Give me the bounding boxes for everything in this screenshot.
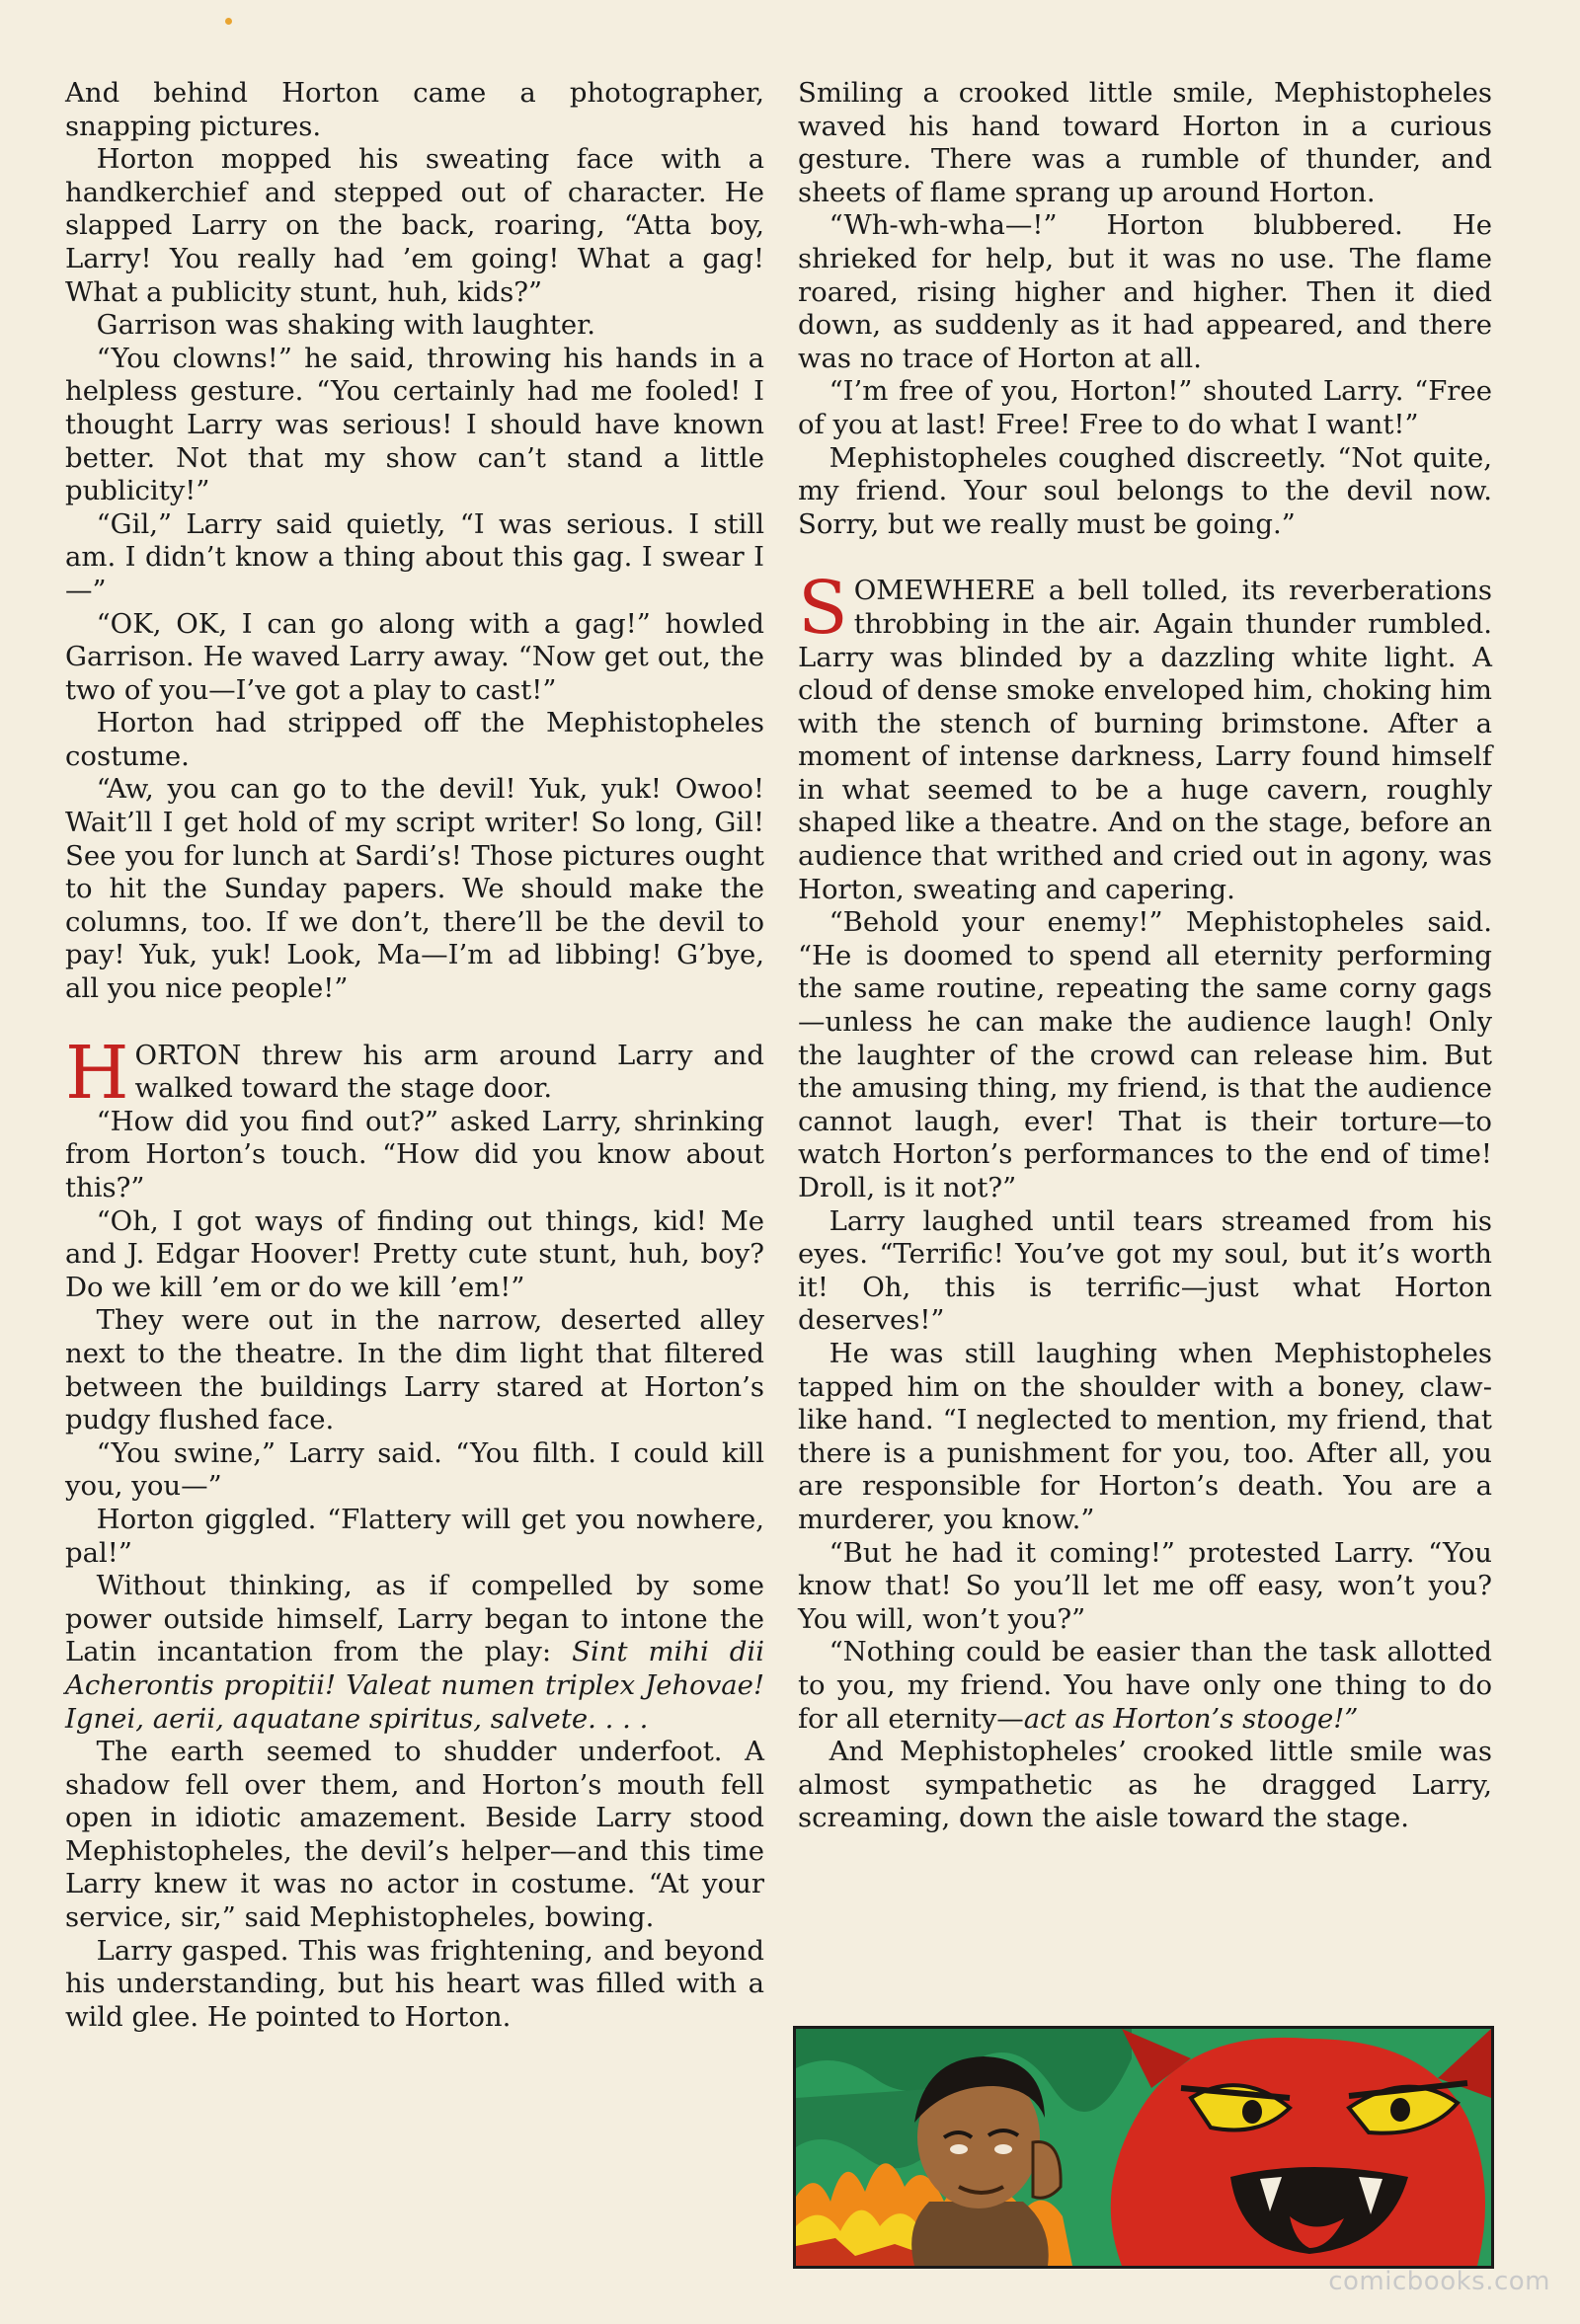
devil-illustration (796, 2029, 1491, 2266)
larry-body (911, 2202, 1049, 2266)
paragraph (798, 1636, 1492, 1736)
larry-eye (950, 2144, 968, 2154)
paragraph: And Mephistopheles’ crooked little smile was almost sympathetic as he dragged Larry, screaming, down the aisle toward the stage. (798, 1736, 1492, 1834)
section-paragraph (65, 1030, 764, 1116)
paragraph: “Oh, I got ways of finding out things, kid! Me and J. Edgar Hoover! Pretty cute stunt, huh, boy? Do we kill ’em or do we kill ’em!” (65, 1204, 764, 1303)
paragraph-text: “Nothing could be easier than the task allotted to you, my friend. You have only one thing to do for all eternity— (798, 1636, 1492, 1735)
paragraph: And behind Horton came a photographer, snapping pictures. (65, 77, 764, 142)
watermark: comicbooks.com (1328, 2267, 1550, 2296)
paragraph: “Behold your enemy!” Mephistopheles said. “He is doomed to spend all eternity performing the same routine, repeating the same corny gags—unless he can make the audience laugh! Only the laughter of the crowd can release him. But the amusing thing, my friend, is that the audience cannot laugh, ever! That is their torture—to watch Horton’s performances to the end of time! Droll, is it not?” (798, 906, 1492, 1203)
paragraph: Horton mopped his sweating face with a handkerchief and stepped out of character. He slapped Larry on the back, roaring, “Atta boy, Larry! You really had ’em going! What a gag! What a publicity stunt, huh, kids?” (65, 143, 764, 308)
paragraph: He was still laughing when Mephistopheles tapped him on the shoulder with a boney, claw-like hand. “I neglected to mention, my friend, that there is a punishment for you, too. After all, you are responsible for Horton’s death. You are a murderer, you know.” (798, 1337, 1492, 1535)
paragraph: “Gil,” Larry said quietly, “I was serious. I still am. I didn’t know a thing about this gag. I swear I—” (65, 507, 764, 606)
section-paragraph (798, 566, 1492, 906)
paragraph: Mephistopheles coughed discreetly. “Not quite, my friend. Your soul belongs to the devil now. Sorry, but we really must be going.” (798, 441, 1492, 540)
devil-pupil (1390, 2098, 1410, 2122)
paragraph: “You swine,” Larry said. “You filth. I could kill you, you—” (65, 1436, 764, 1503)
left-column (65, 77, 764, 2034)
latin-incantation: Sint mihi dii Acherontis propitii! Valeat numen triplex Jehovae! Ignei, aerii, aquatane spiritus, salvete. . . . (65, 1636, 764, 1735)
paragraph-text: OMEWHERE a bell tolled, its reverberations throbbing in the air. Again thunder rumbled. Larry was blinded by a dazzling white light. A cloud of dense smoke enveloped him, choking him with the stench of burning brimstone. After a moment of intense darkness, Larry found himself in what seemed to be a huge cavern, roughly shaped like a theatre. And on the stage, before an audience that writhed and cried out in agony, was Horton, sweating and capering. (798, 575, 1492, 905)
paragraph: The earth seemed to shudder underfoot. A shadow fell over them, and Horton’s mouth fell open in idiotic amazement. Beside Larry stood Mephistopheles, the devil’s helper—and this time Larry knew it was no actor in costume. “At your service, sir,” said Mephistopheles, bowing. (65, 1736, 764, 1934)
italic-phrase: act as Horton’s stooge!” (1023, 1702, 1359, 1735)
paragraph: “But he had it coming!” protested Larry. “You know that! So you’ll let me off easy, won’t you? You will, won’t you?” (798, 1536, 1492, 1635)
paragraph: “OK, OK, I can go along with a gag!” howled Garrison. He waved Larry away. “Now get out, the two of you—I’ve got a play to cast!” (65, 607, 764, 706)
ink-speck (225, 18, 232, 25)
paragraph: Smiling a crooked little smile, Mephistopheles waved his hand toward Horton in a curious gesture. There was a rumble of thunder, and sheets of flame sprang up around Horton. (798, 77, 1492, 208)
paragraph-text: Without thinking, as if compelled by some power outside himself, Larry began to intone the Latin incantation from the play: (65, 1570, 764, 1668)
illustration-panel (793, 2026, 1494, 2269)
larry-eye (994, 2144, 1012, 2154)
paragraph: Horton had stripped off the Mephistopheles costume. (65, 707, 764, 772)
paragraph: “How did you find out?” asked Larry, shrinking from Horton’s touch. “How did you know about this?” (65, 1105, 764, 1203)
paragraph: Horton giggled. “Flattery will get you nowhere, pal!” (65, 1503, 764, 1569)
paragraph: Garrison was shaking with laughter. (96, 309, 595, 342)
paragraph: “You clowns!” he said, throwing his hands in a helpless gesture. “You certainly had me fooled! I thought Larry was serious! I should have known better. Not that my show can’t stand a little publicity!” (65, 342, 764, 507)
paragraph: “Aw, you can go to the devil! Yuk, yuk! Owoo! Wait’ll I get hold of my script writer! So long, Gil! See you for lunch at Sardi’s! Those pictures ought to hit the Sunday papers. We should make the columns, too. If we don’t, there’ll be the devil to pay! Yuk, yuk! Look, Ma—I’m ad libbing! G’bye, all you nice people!” (65, 773, 764, 1005)
drop-cap: S (798, 566, 848, 652)
right-column (798, 77, 1492, 1835)
paragraph-text: ORTON threw his arm around Larry and walked toward the stage door. (134, 1039, 764, 1105)
paragraph: “Wh-wh-wha—!” Horton blubbered. He shrieked for help, but it was no use. The flame roared, rising higher and higher. Then it died down, as suddenly as it had appeared, and there was no trace of Horton at all. (798, 209, 1492, 374)
paragraph: They were out in the narrow, deserted alley next to the theatre. In the dim light that filtered between the buildings Larry stared at Horton’s pudgy flushed face. (65, 1304, 764, 1436)
paragraph: “I’m free of you, Horton!” shouted Larry. “Free of you at last! Free! Free to do what I want!” (798, 375, 1492, 440)
drop-cap: H (65, 1030, 129, 1116)
devil-pupil (1242, 2100, 1262, 2124)
paragraph: Larry laughed until tears streamed from his eyes. “Terrific! You’ve got my soul, but it’s worth it! Oh, this is terrific—just what Horton deserves!” (798, 1204, 1492, 1337)
paragraph: Larry gasped. This was frightening, and beyond his understanding, but his heart was filled with a wild glee. He pointed to Horton. (65, 1934, 764, 2033)
paragraph (65, 1570, 764, 1736)
